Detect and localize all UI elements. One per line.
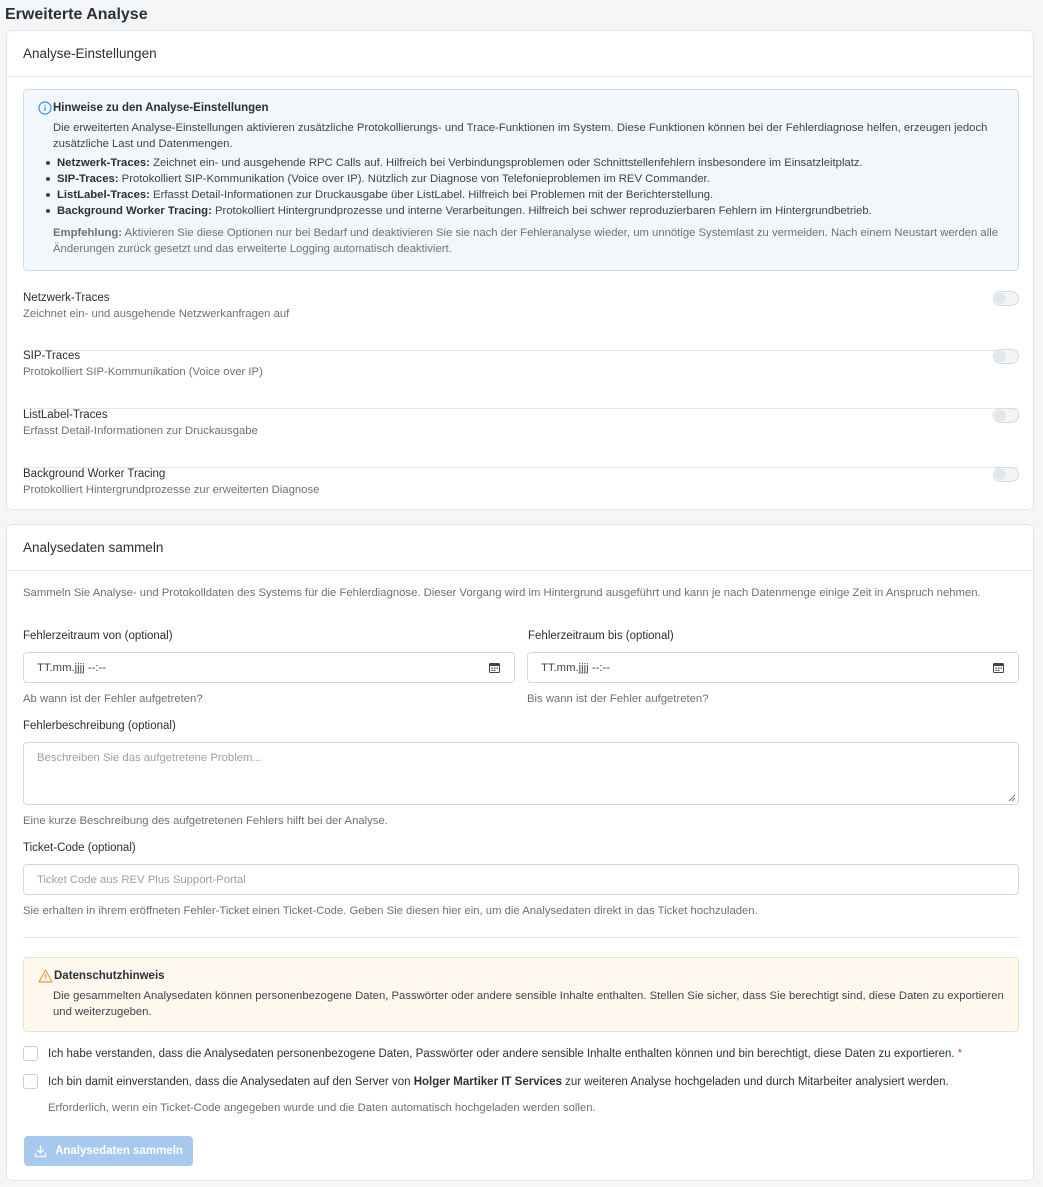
consent-export-checkbox[interactable]	[23, 1046, 38, 1061]
from-hint: Ab wann ist der Fehler aufgetreten?	[23, 693, 203, 705]
sip-traces-toggle[interactable]	[993, 349, 1019, 364]
info-notice	[23, 89, 1019, 271]
background-worker-toggle[interactable]	[993, 467, 1019, 482]
setting-title: SIP-Traces	[23, 350, 81, 362]
page-title: Erweiterte Analyse	[5, 6, 148, 23]
setting-network-traces	[23, 292, 1019, 351]
to-label: Fehlerzeitraum bis (optional)	[528, 630, 674, 642]
setting-sip-traces	[23, 350, 1019, 409]
consent-upload-label[interactable]: Ich bin damit einverstanden, dass die Analysedaten auf den Server von Holger Martiker IT Services zur weiteren Analyse hochgeladen und durch Mitarbeiter analysiert werden.	[48, 1075, 949, 1088]
list-item: ListLabel-Traces: Erfasst Detail-Informationen zur Druckausgabe über ListLabel. Hilfreich bei Problemen mit der Berichterstellung.	[57, 187, 1004, 203]
ticket-label: Ticket-Code (optional)	[23, 842, 136, 854]
to-datetime-input[interactable]: TT.mm.jjjj --:--	[527, 652, 1019, 683]
analysis-settings-card	[6, 30, 1034, 510]
privacy-text: Die gesammelten Analysedaten können personenbezogene Daten, Passwörter oder andere sensible Inhalte enthalten. Stellen Sie sicher, dass Sie berechtigt sind, diese Daten zu exportieren und weiterzugeben.	[53, 990, 1004, 1018]
list-item: SIP-Traces: Protokolliert SIP-Kommunikation (Voice over IP). Nützlich zur Diagnose von Telefonieproblemen im REV Commander.	[57, 171, 1004, 187]
list-item: Netzwerk-Traces: Zeichnet ein- und ausgehende RPC Calls auf. Hilfreich bei Verbindungsproblemen oder Schnittstellenfehlern insbesondere im Einsatzleitplatz.	[57, 155, 1004, 171]
description-hint: Eine kurze Beschreibung des aufgetretenen Fehlers hilft bei der Analyse.	[23, 815, 388, 827]
to-hint: Bis wann ist der Fehler aufgetreten?	[527, 693, 709, 705]
privacy-title: Datenschutzhinweis	[54, 970, 165, 982]
description-label: Fehlerbeschreibung (optional)	[23, 720, 176, 732]
privacy-notice	[23, 957, 1019, 1032]
setting-description: Zeichnet ein- und ausgehende Netzwerkanfragen auf	[23, 308, 290, 320]
ticket-hint: Sie erhalten in ihrem eröffneten Fehler-Ticket einen Ticket-Code. Geben Sie diesen hier ein, um die Analysedaten direkt in das Ticket hochzuladen.	[23, 905, 758, 917]
collect-intro: Sammeln Sie Analyse- und Protokolldaten des Systems für die Fehlerdiagnose. Dieser Vorgang wird im Hintergrund ausgeführt und kann je nach Datenmenge einige Zeit in Anspruch nehmen.	[23, 587, 981, 599]
setting-description: Protokolliert Hintergrundprozesse zur erweiterten Diagnose	[23, 484, 320, 496]
collect-data-card	[6, 524, 1034, 1181]
consent-upload-row	[23, 1074, 949, 1089]
list-item: Background Worker Tracing: Protokolliert Hintergrundprozesse und interne Verarbeitungen. Hilfreich bei schwer reproduzierbaren Fehlern im Hintergrundbetrieb.	[57, 203, 1004, 219]
setting-description: Erfasst Detail-Informationen zur Druckausgabe	[23, 425, 258, 437]
consent-export-row	[23, 1046, 962, 1061]
description-textarea[interactable]	[23, 742, 1019, 805]
card-title: Analysedaten sammeln	[7, 525, 1033, 571]
from-label: Fehlerzeitraum von (optional)	[23, 630, 173, 642]
network-traces-toggle[interactable]	[993, 291, 1019, 306]
setting-title: Background Worker Tracing	[23, 468, 166, 480]
setting-title: ListLabel-Traces	[23, 409, 108, 421]
setting-listlabel-traces	[23, 409, 1019, 468]
recommendation: Empfehlung: Aktivieren Sie diese Optionen nur bei Bedarf und deaktivieren Sie sie nach der Fehleranalyse wieder, um unnötige Systemlast zu vermeiden. Nach einem Neustart werden alle Änderungen zurück gesetzt und das erweiterte Logging automatisch deaktiviert.	[53, 227, 999, 255]
setting-background-worker	[23, 468, 1019, 527]
info-title: Hinweise zu den Analyse-Einstellungen	[53, 102, 269, 114]
info-icon	[38, 101, 52, 115]
required-marker: *	[957, 1047, 963, 1060]
calendar-icon[interactable]	[489, 662, 500, 673]
warning-icon	[38, 969, 53, 983]
resize-grip-icon[interactable]	[1008, 794, 1016, 802]
listlabel-traces-toggle[interactable]	[993, 408, 1019, 423]
setting-title: Netzwerk-Traces	[23, 292, 110, 304]
card-title: Analyse-Einstellungen	[7, 31, 1033, 77]
collect-data-button[interactable]: Analysedaten sammeln	[24, 1136, 193, 1166]
calendar-icon[interactable]	[993, 662, 1004, 673]
info-list	[38, 155, 1004, 219]
consent-upload-checkbox[interactable]	[23, 1074, 38, 1089]
setting-description: Protokolliert SIP-Kommunikation (Voice over IP)	[23, 366, 263, 378]
consent-export-label[interactable]: Ich habe verstanden, dass die Analysedaten personenbezogene Daten, Passwörter oder andere sensible Inhalte enthalten können und bin berechtigt, diese Daten zu exportieren.	[48, 1047, 955, 1060]
info-intro: Die erweiterten Analyse-Einstellungen aktivieren zusätzliche Protokollierungs- und Trace-Funktionen im System. Diese Funktionen können bei der Fehlerdiagnose helfen, erzeugen jedoch zusätzliche Last und Datenmengen.	[53, 122, 988, 150]
consent-upload-hint: Erforderlich, wenn ein Ticket-Code angegeben wurde und die Daten automatisch hochgeladen werden sollen.	[48, 1102, 596, 1114]
section-divider	[23, 937, 1019, 938]
ticket-code-input[interactable]	[23, 864, 1019, 895]
download-icon	[34, 1145, 47, 1158]
from-datetime-input[interactable]: TT.mm.jjjj --:--	[23, 652, 515, 683]
